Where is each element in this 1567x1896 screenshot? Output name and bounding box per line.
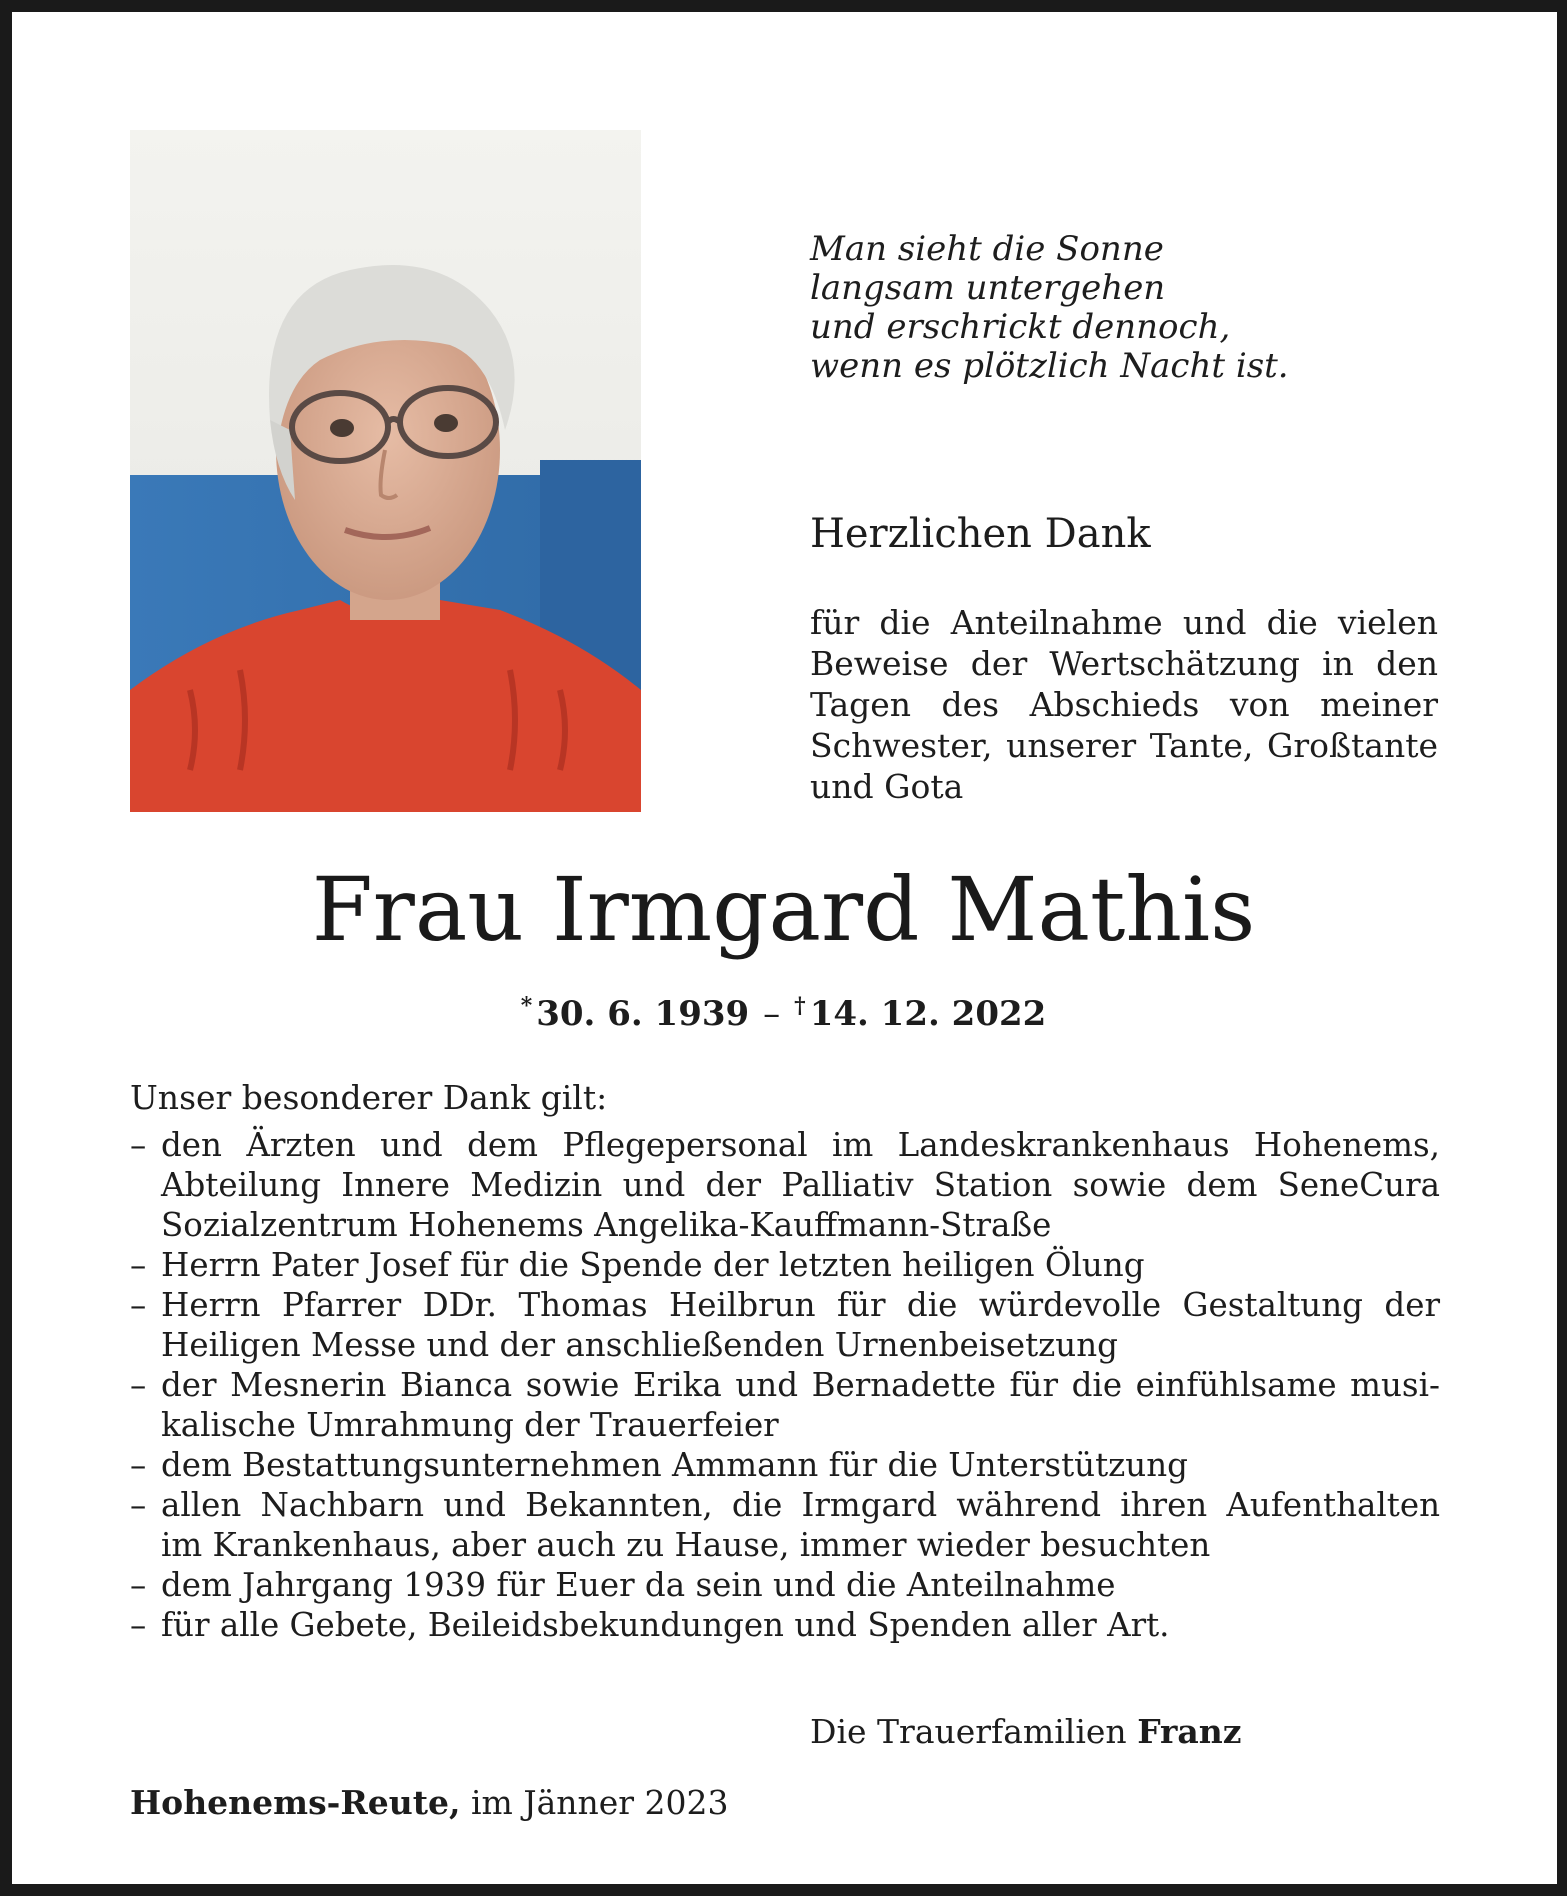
thanks-body (810, 602, 1438, 807)
deceased-name: Frau Irmgard Mathis (311, 858, 1256, 961)
list-dash: – (130, 1606, 147, 1644)
thanks-body-line: Schwester, unserer Tante, Großtante (810, 726, 1438, 765)
gratitude-item (130, 1485, 1440, 1565)
list-dash: – (130, 1126, 147, 1164)
list-dash: – (130, 1566, 147, 1604)
place-date: im Jänner 2023 (471, 1783, 729, 1822)
gratitude-item (130, 1365, 1440, 1445)
gratitude-item-line: Heiligen Messe und der anschließenden Urnenbeisetzung (161, 1326, 1118, 1364)
gratitude-item (130, 1125, 1440, 1245)
list-dash: – (130, 1486, 147, 1524)
quote-line: wenn es plötzlich Nacht ist. (810, 346, 1289, 386)
quote (810, 230, 1450, 386)
gratitude-item-line: kalische Umrahmung der Trauerfeier (161, 1406, 779, 1444)
gratitude-item-line: Abteilung Innere Medizin und der Palliativ Station sowie dem SeneCura (161, 1166, 1440, 1204)
birth-date: 30. 6. 1939 (536, 994, 750, 1034)
gratitude-item-line: dem Bestattungsunternehmen Ammann für die Unterstützung (161, 1446, 1188, 1484)
birth-symbol: * (520, 993, 533, 1019)
list-dash: – (130, 1246, 147, 1284)
quote-line: und erschrickt dennoch, (810, 307, 1231, 347)
gratitude-item (130, 1285, 1440, 1365)
date-separator: – (763, 994, 781, 1034)
gratitude-item (130, 1245, 1440, 1285)
gratitude-list (130, 1125, 1440, 1645)
gratitude-item-line: im Krankenhaus, aber auch zu Hause, immer wieder besuchten (161, 1526, 1211, 1564)
list-dash: – (130, 1366, 147, 1404)
signature (810, 1712, 1242, 1752)
gratitude-item-line: Sozialzentrum Hohenems Angelika-Kauffmann-Straße (161, 1206, 1052, 1244)
gratitude-item-line: allen Nachbarn und Bekannten, die Irmgard während ihren Aufenthalten (161, 1486, 1440, 1524)
gratitude-item (130, 1605, 1440, 1645)
gratitude-item-line: Herrn Pfarrer DDr. Thomas Heilbrun für die würdevolle Gestaltung der (161, 1286, 1440, 1324)
signature-family: Franz (1137, 1712, 1242, 1751)
portrait-photo (130, 130, 641, 812)
thanks-body-line: Tagen des Abschieds von meiner (810, 685, 1438, 724)
thanks-body-line: für die Anteilnahme und die vielen (810, 603, 1438, 642)
gratitude-item-line: der Mesnerin Bianca sowie Erika und Bernadette für die einfühlsame musi- (161, 1366, 1440, 1404)
thanks-body-line: Beweise der Wertschätzung in den (810, 644, 1438, 683)
place-location: Hohenems-Reute, (130, 1783, 461, 1822)
death-date: 14. 12. 2022 (809, 994, 1047, 1034)
gratitude-item-line: dem Jahrgang 1939 für Euer da sein und die Anteilnahme (161, 1566, 1116, 1604)
quote-line: Man sieht die Sonne (810, 229, 1164, 269)
gratitude-item-line: Herrn Pater Josef für die Spende der letzten heiligen Ölung (161, 1246, 1145, 1284)
signature-prefix: Die Trauerfamilien (810, 1712, 1127, 1751)
gratitude-item (130, 1565, 1440, 1605)
life-dates (0, 985, 1567, 1035)
list-dash: – (130, 1446, 147, 1484)
gratitude-item-line: für alle Gebete, Beileidsbekundungen und Spenden aller Art. (161, 1606, 1170, 1644)
thanks-heading: Herzlichen Dank (810, 511, 1151, 557)
gratitude-item-line: den Ärzten und dem Pflegepersonal im Landeskrankenhaus Hohenems, (161, 1126, 1440, 1164)
gratitude-item (130, 1445, 1440, 1485)
list-dash: – (130, 1286, 147, 1324)
gratitude-intro: Unser besonderer Dank gilt: (130, 1078, 608, 1117)
thanks-body-line: und Gota (810, 767, 964, 806)
quote-line: langsam untergehen (810, 268, 1166, 308)
place-and-date (130, 1783, 729, 1823)
death-symbol: † (794, 993, 806, 1019)
